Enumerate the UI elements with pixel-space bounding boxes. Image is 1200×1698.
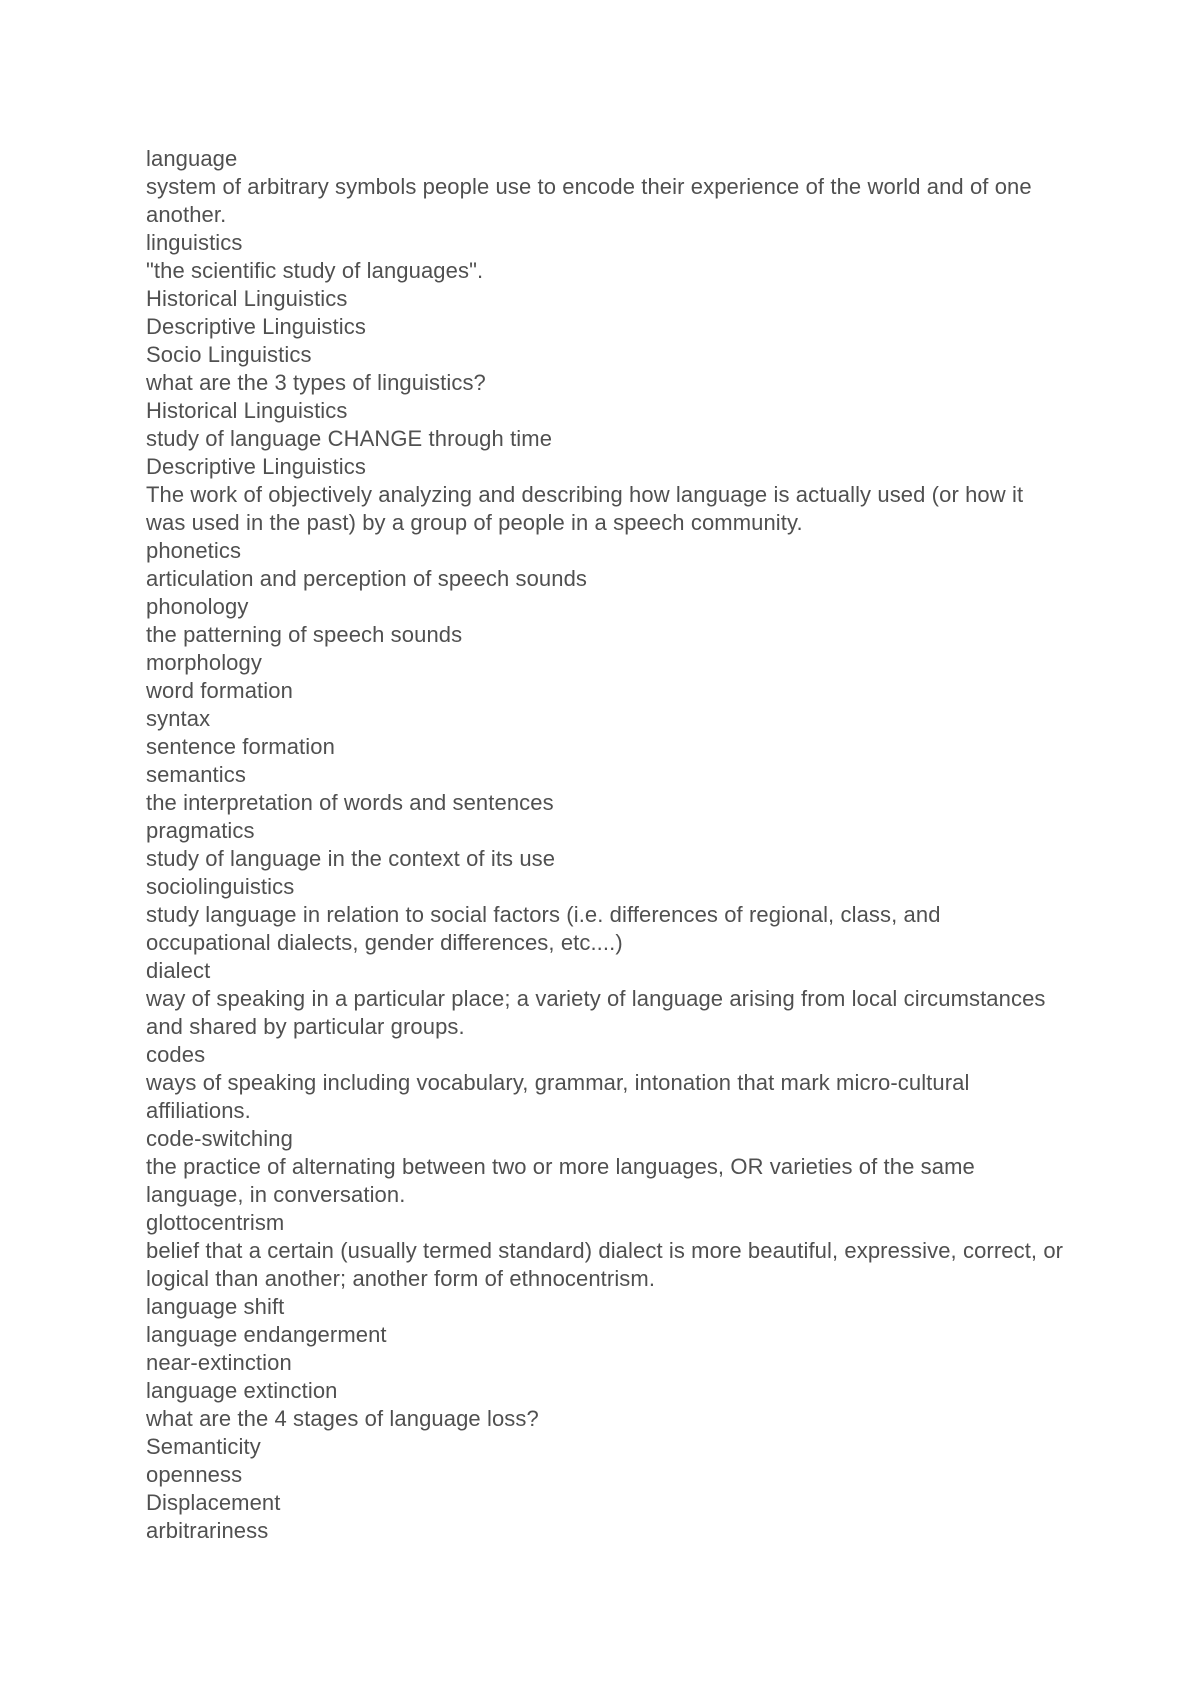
term-line: language extinction [146,1378,338,1403]
term-line: Displacement [146,1490,281,1515]
definition-line: "the scientific study of languages". [146,258,484,283]
definition-line: what are the 4 stages of language loss? [146,1406,539,1431]
definition-line: the patterning of speech sounds [146,622,463,647]
term-line: Socio Linguistics [146,342,312,367]
term-line: phonetics [146,538,242,563]
term-line: Semanticity [146,1434,261,1459]
term-line: linguistics [146,230,243,255]
definition-line: word formation [146,678,293,703]
term-line: language shift [146,1294,285,1319]
term-line: sociolinguistics [146,874,295,899]
term-line: codes [146,1042,206,1067]
definition-line: what are the 3 types of linguistics? [146,370,486,395]
term-line: morphology [146,650,262,675]
term-line: code-switching [146,1126,293,1151]
term-line: language [146,146,238,171]
definition-line: way of speaking in a particular place; a variety of language arising from local circumstances and shared by particular groups. [146,986,1046,1039]
term-line: Descriptive Linguistics [146,454,366,479]
definition-line: sentence formation [146,734,335,759]
definition-line: study of language in the context of its use [146,846,556,871]
document-body [146,145,1066,1545]
term-line: semantics [146,762,246,787]
term-line: near-extinction [146,1350,292,1375]
term-line: Historical Linguistics [146,286,348,311]
definition-line: belief that a certain (usually termed standard) dialect is more beautiful, expressive, correct, or logical than another; another form of ethnocentrism. [146,1238,1064,1291]
term-line: pragmatics [146,818,255,843]
definition-line: the interpretation of words and sentences [146,790,554,815]
term-line: arbitrariness [146,1518,269,1543]
term-line: glottocentrism [146,1210,285,1235]
term-line: Descriptive Linguistics [146,314,366,339]
definition-line: ways of speaking including vocabulary, grammar, intonation that mark micro-cultural affiliations. [146,1070,970,1123]
term-line: dialect [146,958,211,983]
definition-line: study of language CHANGE through time [146,426,553,451]
definition-line: study language in relation to social factors (i.e. differences of regional, class, and occupational dialects, gender differences, etc....) [146,902,941,955]
term-line: Historical Linguistics [146,398,348,423]
definition-line: the practice of alternating between two or more languages, OR varieties of the same language, in conversation. [146,1154,975,1207]
term-line: language endangerment [146,1322,387,1347]
term-line: syntax [146,706,211,731]
term-line: phonology [146,594,249,619]
definition-line: articulation and perception of speech sounds [146,566,588,591]
definition-line: system of arbitrary symbols people use to encode their experience of the world and of one another. [146,174,1032,227]
definition-line: The work of objectively analyzing and describing how language is actually used (or how it was used in the past) by a group of people in a speech community. [146,482,1024,535]
term-line: openness [146,1462,243,1487]
